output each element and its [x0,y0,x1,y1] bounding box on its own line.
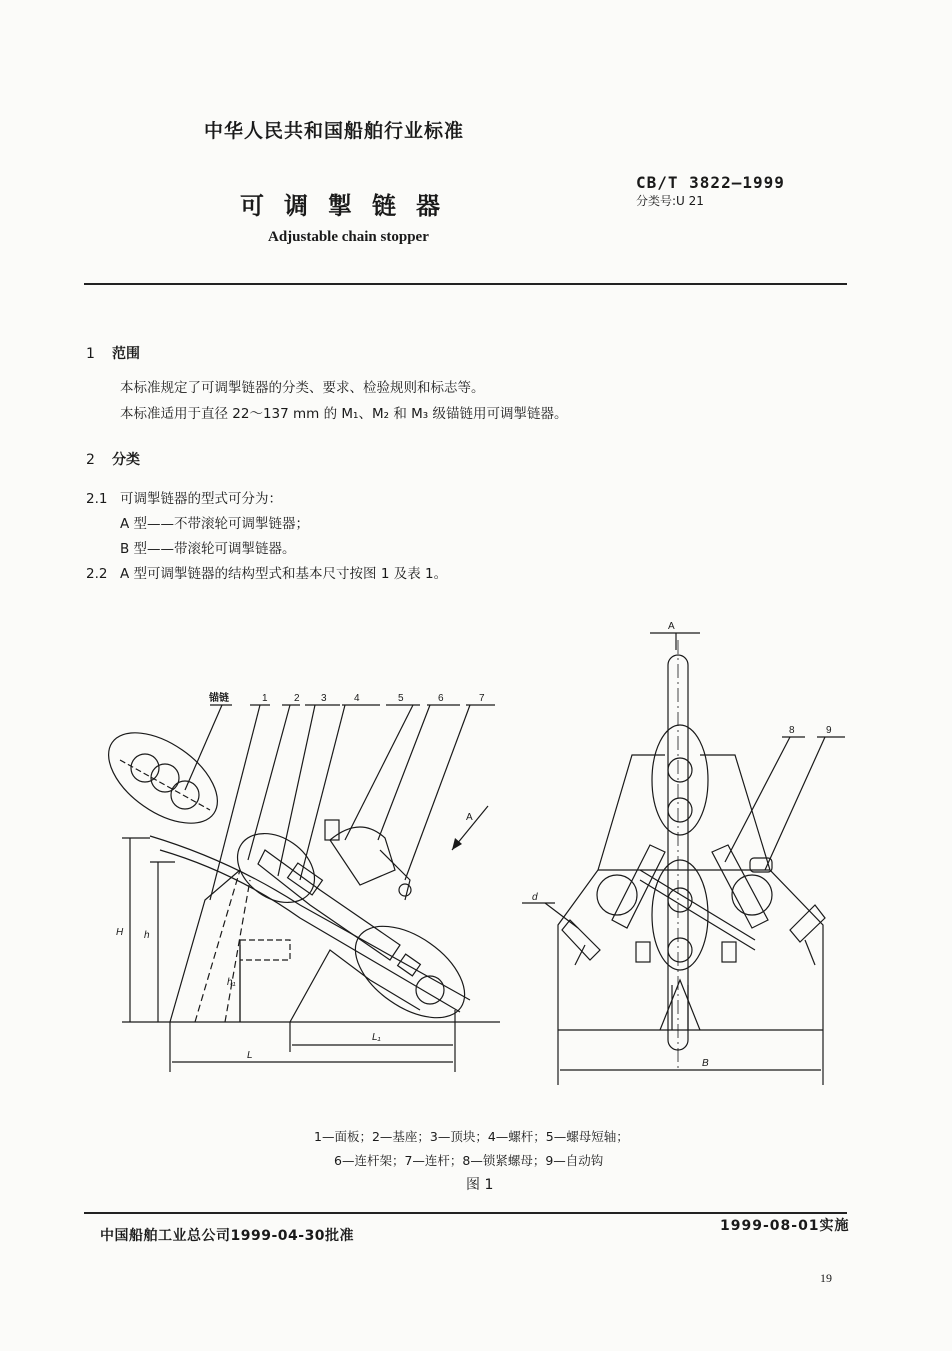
clause-2-1 [86,487,282,507]
figure-1-drawing [0,600,952,1120]
body-right [700,755,823,1030]
document-title: 可调掣链器 [240,192,460,220]
label-part-3: 3 [321,693,327,704]
label-dim-L1: L₁ [372,1032,381,1043]
header-rule [84,283,847,285]
figure-title: 图 1 [466,1177,494,1193]
clause-2-1-number: 2.1 [86,491,108,507]
section-1-paragraph-1: 本标准规定了可调掣链器的分类、要求、检验规则和标志等。 [120,380,485,396]
figure-caption-line-2: 6—连杆架；7—连杆；8—锁紧螺母；9—自动钩 [334,1153,604,1168]
chain-link-ellipse [93,715,234,842]
figure-caption-line-1: 1—面板；2—基座；3—顶块；4—螺杆；5—螺母短轴； [314,1129,629,1144]
page-number: 19 [820,1271,832,1285]
label-dim-H: H [116,927,124,938]
type-a-item: A 型——不带滚轮可调掣链器； [120,516,310,532]
detail-ellipse [339,908,481,1036]
roller-right [732,875,772,915]
type-b-item: B 型——带滚轮可调掣链器。 [120,541,296,557]
front-view [522,633,845,1085]
clause-2-2-number: 2.2 [86,566,108,582]
chain-ellipse [652,860,708,970]
classification-number: 分类号:U 21 [636,194,704,208]
section-2-number: 2 [86,452,95,468]
section-1-heading [86,343,140,363]
clause-2-2-text: A 型可调掣链器的结构型式和基本尺寸按图 1 及表 1。 [120,566,448,582]
label-part-2: 2 [294,693,300,704]
clause-2-2 [86,562,447,582]
arm-left [612,845,665,928]
section-1-title: 范围 [112,346,140,362]
body-left [558,755,665,1030]
label-arrow-A: A [466,812,473,823]
label-dim-h: h [144,930,150,941]
label-dim-h1: h₁ [227,977,236,988]
section-1-paragraph-2: 本标准适用于直径 22～137 mm 的 M₁、M₂ 和 M₃ 级锚链用可调掣链器。 [120,406,568,422]
standard-code: CB/T 3822—1999 [636,173,785,192]
side-view [93,705,500,1072]
label-part-7: 7 [479,693,485,704]
label-part-6: 6 [438,693,444,704]
label-part-1: 1 [262,693,268,704]
footer-rule [84,1212,847,1214]
label-part-9: 9 [826,725,832,736]
label-part-5: 5 [398,693,404,704]
chain-link [171,781,199,809]
label-anchor-chain: 锚链 [209,693,229,704]
document-title-en: Adjustable chain stopper [268,229,429,245]
section-2-title: 分类 [112,452,140,468]
label-dim-B: B [702,1058,709,1069]
label-dim-L: L [247,1050,253,1061]
label-view-A: A [668,621,675,632]
chain-link [416,976,444,1004]
section-2-heading [86,449,140,469]
label-part-8: 8 [789,725,795,736]
section-1-number: 1 [86,346,95,362]
standard-category: 中华人民共和国船舶行业标准 [204,120,465,142]
nut-short-shaft [325,820,339,840]
face-plate [150,836,470,1000]
approval-statement: 中国船舶工业总公司1999-04-30批准 [100,1228,355,1244]
screw-rod [258,850,400,960]
label-dim-d: d [532,892,538,903]
clause-2-1-text: 可调掣链器的型式可分为： [120,491,282,507]
label-part-4: 4 [354,693,360,704]
chain-ellipse [652,725,708,835]
implementation-date: 1999-08-01实施 [720,1218,850,1234]
